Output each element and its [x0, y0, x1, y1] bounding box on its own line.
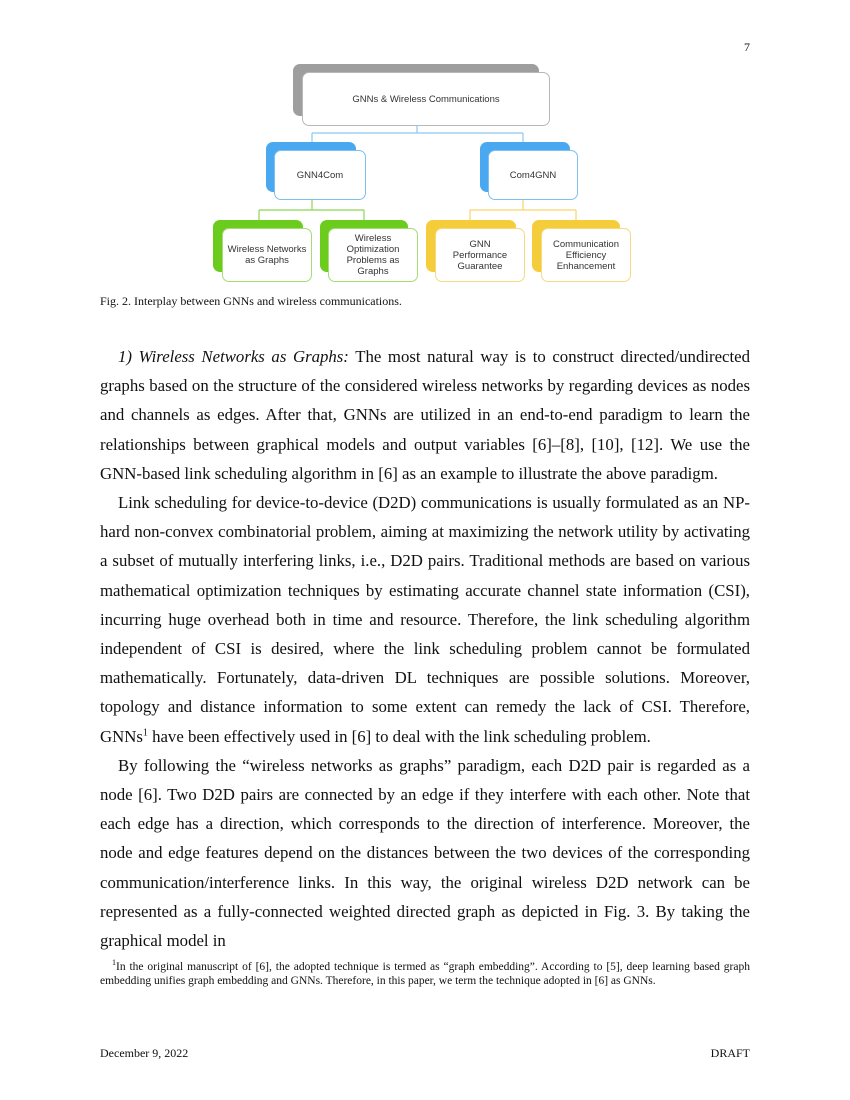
footer-status: DRAFT: [710, 1046, 750, 1060]
paragraph-2: Link scheduling for device-to-device (D2D) communications is usually formulated as an NP-hard non-convex combinatorial problem, aiming at maximizing the network utility by activating a subset of mutually interfering links, i.e., D2D pairs. Traditional methods are based on various mathematical optimization techniques by estimating accurate channel state information (CSI), incurring huge overhead both in time and resource. Therefore, the link scheduling algorithm independent of CSI is desired, where the link scheduling problem cannot be formulated mathematically. Fortunately, data-driven DL techniques are possible solutions. Moreover, topology and distance information to some extent can remedy the lack of CSI. Therefore, GNNs$^1$ have been effectively used in [6] to deal with the link scheduling problem.: [100, 493, 750, 746]
figure-caption: Fig. 2. Interplay between GNNs and wireless communications.: [100, 294, 402, 308]
body-text: [100, 342, 750, 955]
paragraph-3: By following the “wireless networks as graphs” paradigm, each D2D pair is regarded as a node [6]. Two D2D pairs are connected by an edge if they interfere with each other. Note that each edge has a direction, which corresponds to the direction of interference. Moreover, the node and edge features depend on the distances between the two devices of the corresponding communication/interference links. In this way, the original wireless D2D network can be represented as a fully-connected weighted directed graph as depicted in Fig. 3. By taking the graphical model in: [100, 755, 750, 951]
section-heading: 1) Wireless Networks as Graphs:: [118, 347, 349, 366]
footnote-ref: 1: [142, 727, 148, 739]
paragraph-1: 1) Wireless Networks as Graphs: The most natural way is to construct directed/undirected graphs based on the structure of the considered wireless networks by regarding devices as nodes and channels as edges. After that, GNNs are utilized in an end-to-end paradigm to learn the relationships between graphical models and output variables [6]–[8], [10], [12]. We use the GNN-based link scheduling algorithm in [6] as an example to illustrate the above paradigm.: [100, 347, 750, 483]
page-number: 7: [744, 40, 750, 54]
footer-date: December 9, 2022: [100, 1046, 189, 1060]
tree-connectors: [0, 0, 850, 300]
footnote: $^1$In the original manuscript of [6], the adopted technique is termed as “graph embedding”. According to [5], deep learning based graph embedding unifies graph embedding and GNNs. Therefore, in this paper, we term the technique adopted in [6] as GNNs.: [100, 958, 750, 987]
figure-diagram: GNNs & Wireless Communications GNN4Com Com4GNN Wireless Networks as Graphs Wireless Optimization Problems as Graphs GNN Performance Guarantee Communication Efficiency Enhancement: [0, 0, 850, 300]
